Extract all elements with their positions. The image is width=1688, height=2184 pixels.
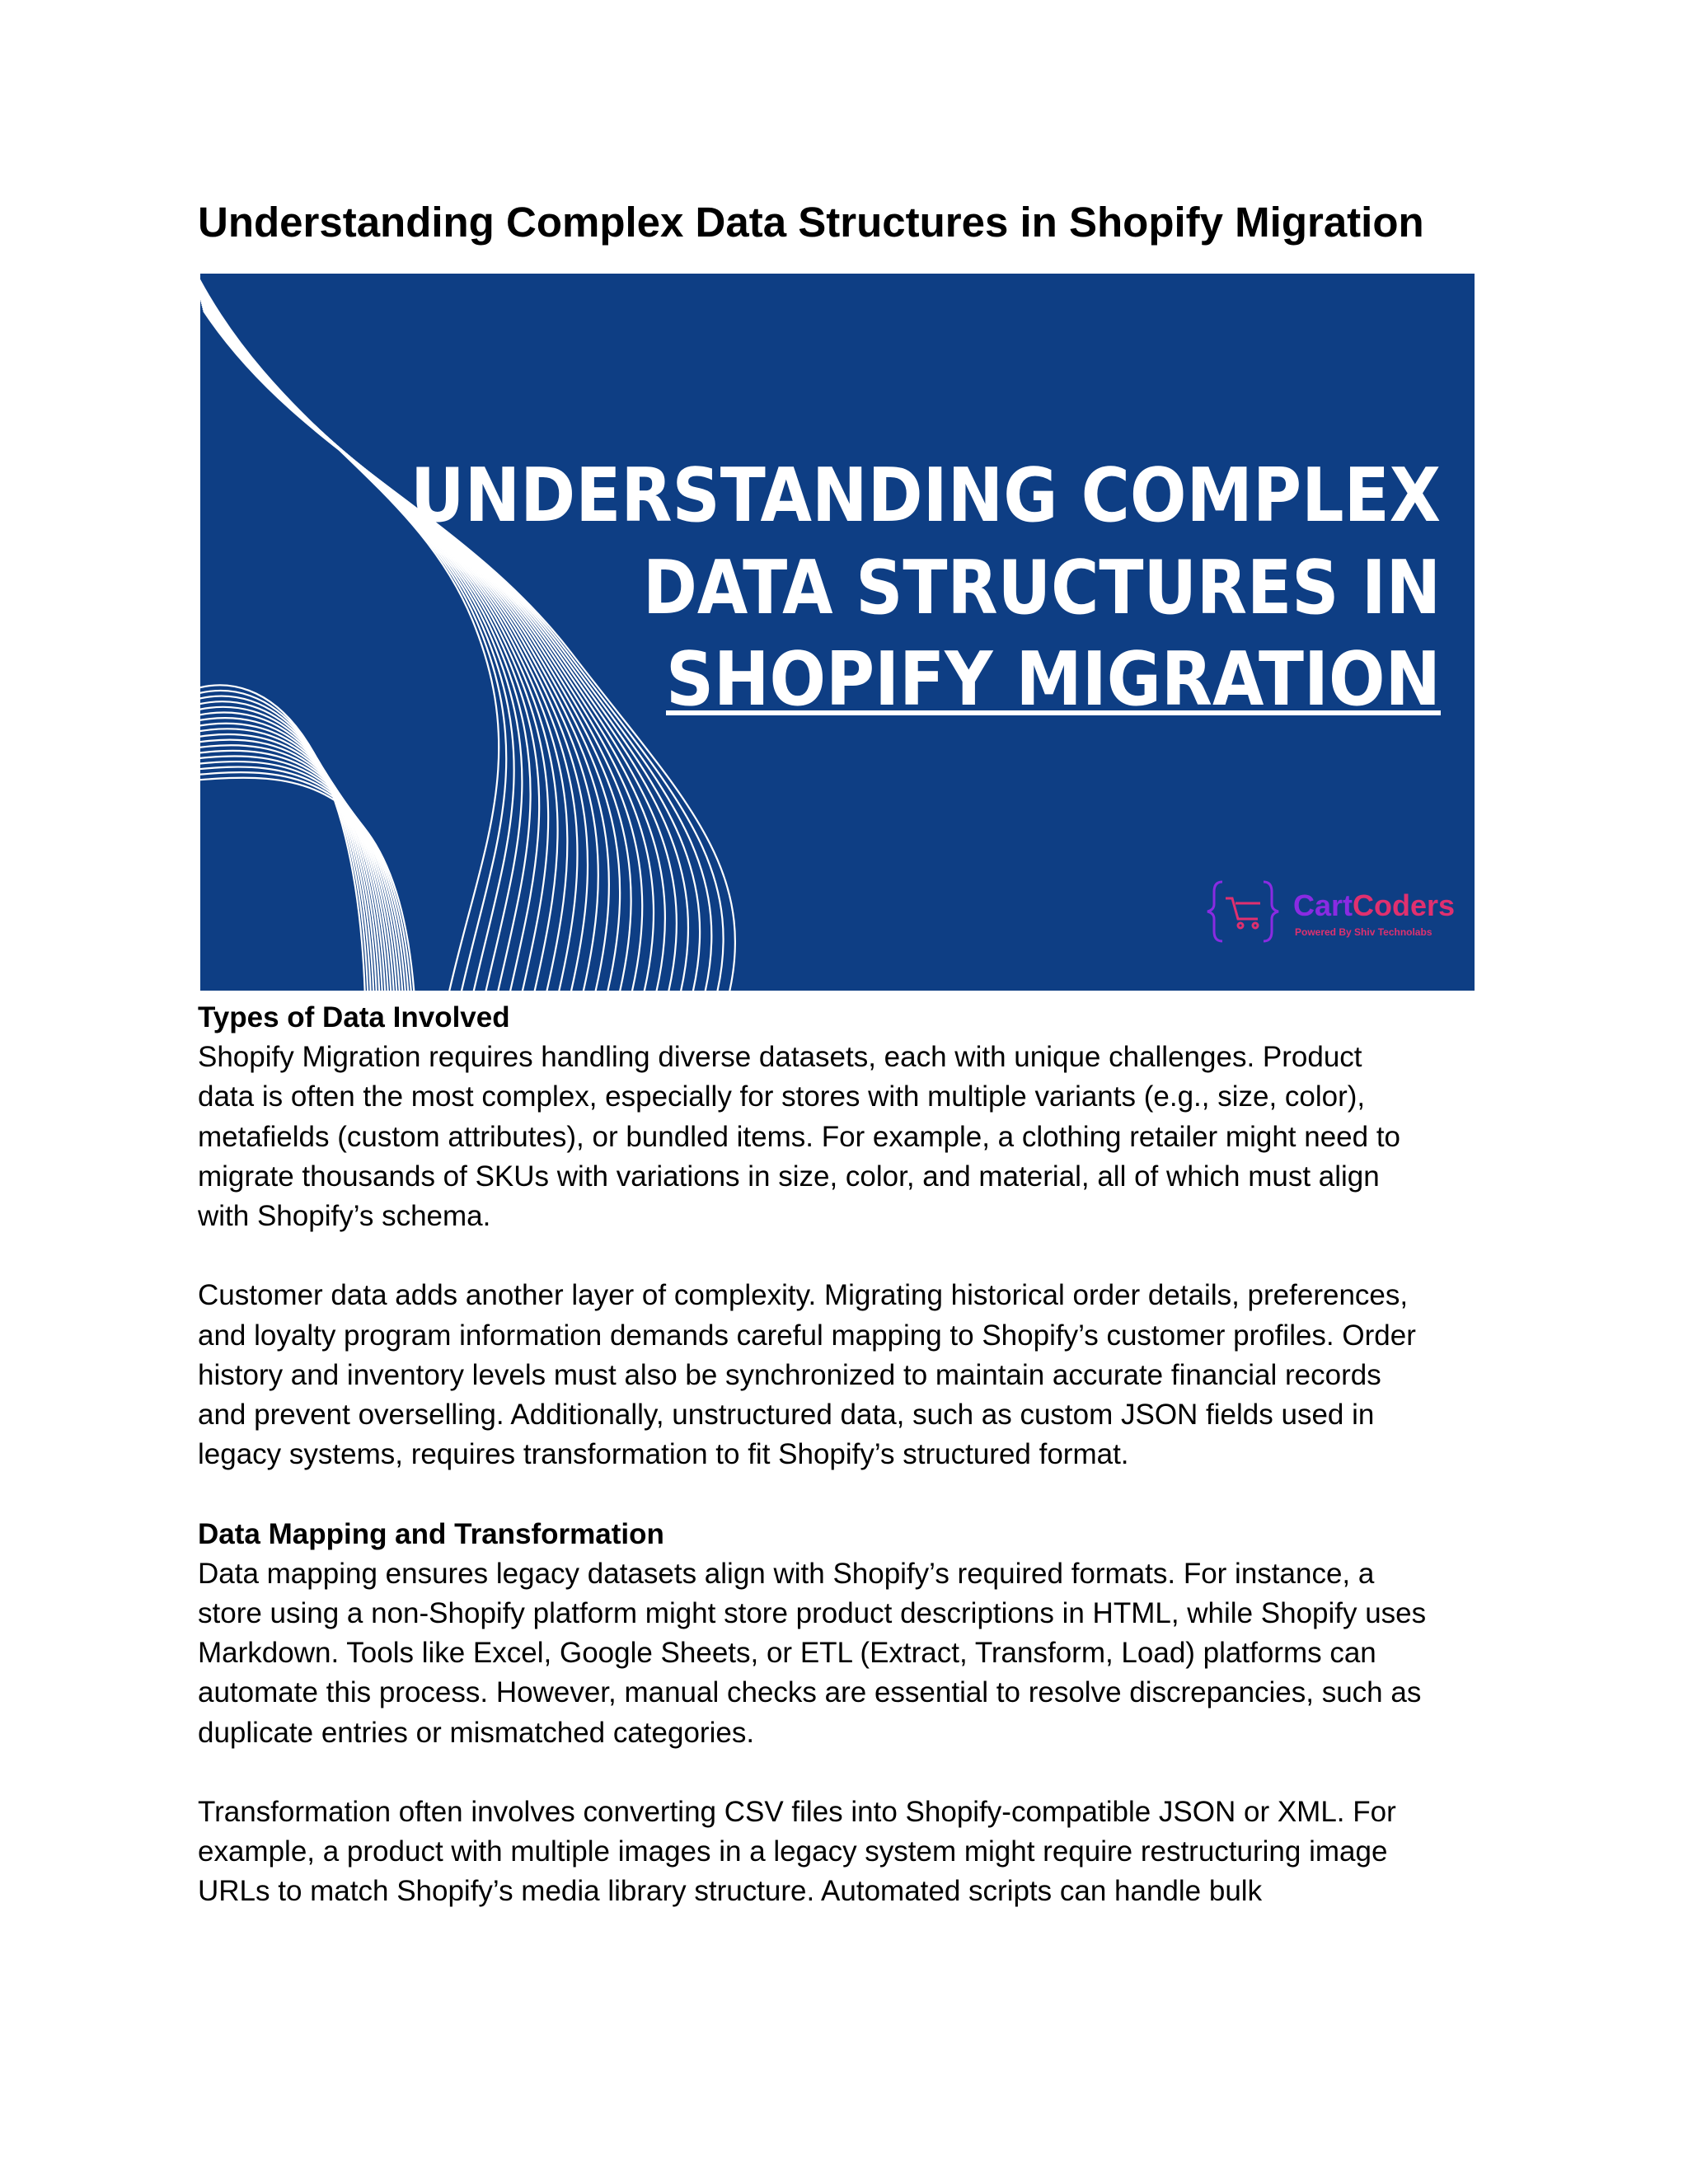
text-line: Customer data adds another layer of complexity. Migrating historical order details, preferences, xyxy=(198,1279,1409,1312)
banner-headline-line-2: DATA STRUCTURES IN xyxy=(643,545,1441,631)
text-line: migrate thousands of SKUs with variations in size, color, and material, all of which must align xyxy=(198,1160,1380,1193)
section-data-mapping xyxy=(198,1515,1492,1912)
section-types-of-data xyxy=(198,998,1492,1474)
paragraph xyxy=(198,1793,1492,1912)
paragraph xyxy=(198,1038,1492,1236)
text-line: legacy systems, requires transformation to fit Shopify’s structured format. xyxy=(198,1438,1129,1471)
article-body xyxy=(198,998,1492,1912)
brand-name-cart: Cart xyxy=(1293,888,1353,922)
text-line: history and inventory levels must also be synchronized to maintain accurate financial records xyxy=(198,1358,1381,1391)
section-heading: Types of Data Involved xyxy=(198,1001,510,1033)
text-line: Data mapping ensures legacy datasets align with Shopify’s required formats. For instance, a xyxy=(198,1557,1375,1590)
paragraph-spacer xyxy=(198,1753,1492,1793)
text-line: metafields (custom attributes), or bundled items. For example, a clothing retailer might need to xyxy=(198,1120,1401,1153)
paragraph xyxy=(198,1276,1492,1474)
brand-tagline: Powered By Shiv Technolabs xyxy=(1295,926,1432,938)
banner-headline-line-1: UNDERSTANDING COMPLEX xyxy=(410,452,1441,539)
text-line: Markdown. Tools like Excel, Google Sheets, or ETL (Extract, Transform, Load) platforms can xyxy=(198,1637,1376,1670)
text-line: store using a non-Shopify platform might store product descriptions in HTML, while Shopify uses xyxy=(198,1597,1427,1630)
brand-name-coders: Coders xyxy=(1353,888,1456,922)
text-line: with Shopify’s schema. xyxy=(198,1200,491,1233)
text-line: URLs to match Shopify’s media library structure. Automated scripts can handle bulk xyxy=(198,1875,1263,1908)
section-spacer xyxy=(198,1474,1492,1514)
section-heading: Data Mapping and Transformation xyxy=(198,1517,664,1550)
text-line: duplicate entries or mismatched categories. xyxy=(198,1716,755,1749)
text-line: data is often the most complex, especially for stores with multiple variants (e.g., size, color), xyxy=(198,1080,1366,1113)
text-line: example, a product with multiple images in a legacy system might require restructuring image xyxy=(198,1835,1388,1868)
page-title: Understanding Complex Data Structures in Shopify Migration xyxy=(198,199,1424,246)
text-line: Shopify Migration requires handling diverse datasets, each with unique challenges. Product xyxy=(198,1041,1362,1074)
banner-image xyxy=(200,274,1475,991)
text-line: and loyalty program information demands careful mapping to Shopify’s customer profiles. Order xyxy=(198,1319,1416,1352)
text-line: Transformation often involves converting CSV files into Shopify-compatible JSON or XML. For xyxy=(198,1796,1396,1829)
paragraph xyxy=(198,1554,1492,1753)
banner-headline-line-3: SHOPIFY MIGRATION xyxy=(666,636,1441,723)
text-line: automate this process. However, manual checks are essential to resolve discrepancies, such as xyxy=(198,1676,1422,1709)
svg-text:CartCoders xyxy=(1293,888,1455,922)
text-line: and prevent overselling. Additionally, unstructured data, such as custom JSON fields used in xyxy=(198,1399,1375,1432)
paragraph-spacer xyxy=(198,1236,1492,1276)
